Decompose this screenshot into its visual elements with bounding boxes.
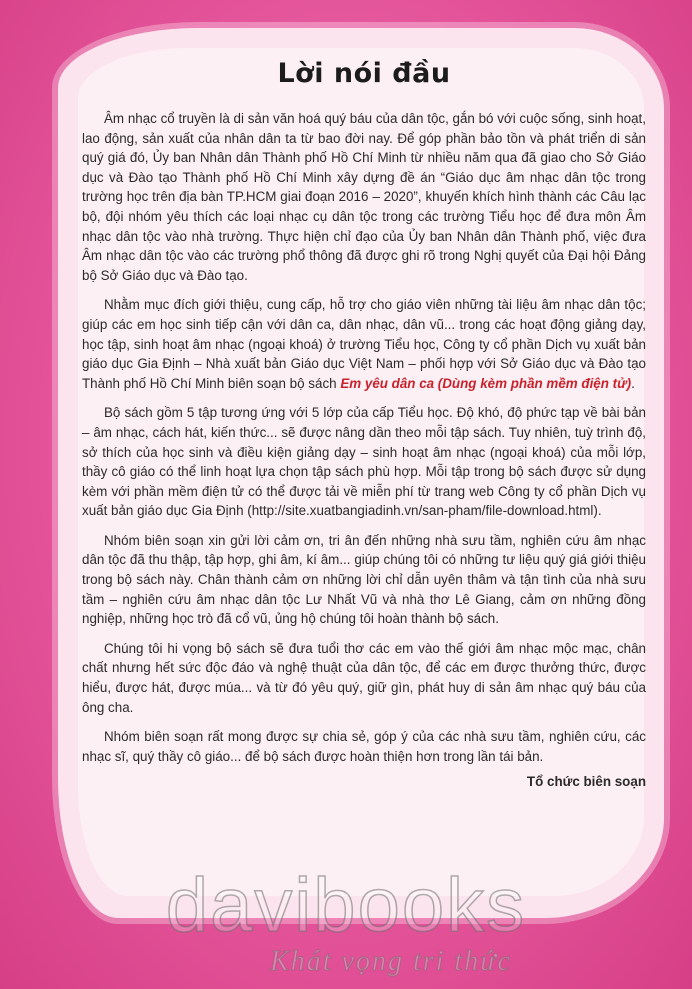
paragraph-2 (82, 295, 646, 393)
book-title-highlight: Em yêu dân ca (Dùng kèm phần mềm điện tử) (340, 375, 632, 391)
paragraph-1: Âm nhạc cổ truyền là di sản văn hoá quý báu của dân tộc, gắn bó với cuộc sống, sinh hoạt, lao động, sản xuất của nhân dân ta từ bao đời nay. Để góp phần bảo tồn và phát triển di sản quý giá đó, Ủy ban Nhân dân Thành phố Hồ Chí Minh từ nhiều năm qua đã giao cho Sở Giáo dục và Đào tạo Thành phố Hồ Chí Minh xây dựng đề án “Giáo dục âm nhạc dân tộc trong trường học trên địa bàn TP.HCM giai đoạn 2016 – 2020”, khuyến khích hình thành các Câu lạc bộ, đội nhóm yêu thích các loại nhạc cụ dân tộc trong các trường Tiểu học để đưa môn Âm nhạc dân tộc vào nhà trường. Thực hiện chỉ đạo của Ủy ban Nhân dân Thành phố, việc đưa Âm nhạc dân tộc vào các trường phổ thông đã được ghi rõ trong Nghị quyết của Đại hội Đảng bộ Sở Giáo dục và Đào tạo. (82, 111, 646, 283)
preface-content (82, 58, 646, 789)
signature: Tổ chức biên soạn (526, 774, 646, 790)
paragraph-5: Chúng tôi hi vọng bộ sách sẽ đưa tuổi thơ các em vào thế giới âm nhạc mộc mạc, chân chất nhưng hết sức độc đáo và nghệ thuật của dân tộc, để các em được thưởng thức, được hiểu, được hát, được múa... và từ đó yêu quý, giữ gìn, phát huy di sản âm nhạc quý báu của ông cha. (82, 640, 646, 715)
watermark-slogan: Khát vọng tri thức (270, 946, 512, 977)
page-title: Lời nói đầu (277, 58, 451, 89)
watermark-brand: davibooks (165, 863, 527, 948)
paragraph-3: Bộ sách gồm 5 tập tương ứng với 5 lớp của cấp Tiểu học. Độ khó, độ phức tạp về bài bản – âm nhạc, cách hát, kiến thức... sẽ được nâng dần theo mỗi tập sách. Tuy nhiên, tuỳ trình độ, sở thích của học sinh và điều kiện giảng dạy – sinh hoạt âm nhạc (ngoại khoá) của mỗi lớp, thầy cô giáo có thể linh hoạt lựa chọn tập sách phù hợp. Mỗi tập trong bộ sách được sử dụng kèm với phần mềm điện tử có thể được tải về miễn phí từ trang web Công ty cổ phần Dịch vụ xuất bản giáo dục Gia Định (http://site.xuatbangiadinh.vn/san-pham/file-download.html). (82, 405, 646, 519)
paragraph-6: Nhóm biên soạn rất mong được sự chia sẻ, góp ý của các nhà sưu tầm, nghiên cứu, các nhạc sĩ, quý thầy cô giáo... để bộ sách được hoàn thiện hơn trong lần tái bản. (82, 729, 646, 764)
paragraph-2-text: Nhằm mục đích giới thiệu, cung cấp, hỗ trợ cho giáo viên những tài liệu âm nhạc dân tộc; giúp các em học sinh tiếp cận với dân ca, dân nhạc, dân vũ... trong các hoạt động giảng dạy, học tập, sinh hoạt âm nhạc (ngoại khoá) ở trường Tiểu học, Công ty cổ phần Dịch vụ xuất bản giáo dục Gia Định – Nhà xuất bản Giáo dục Việt Nam – phối hợp với Sở Giáo dục và Đào tạo Thành phố Hồ Chí Minh biên soạn bộ sách (82, 297, 646, 391)
paragraph-2-end: . (631, 375, 635, 391)
paragraph-4: Nhóm biên soạn xin gửi lời cảm ơn, tri ân đến những nhà sưu tầm, nghiên cứu âm nhạc dân tộc đã thu thập, tập hợp, ghi âm, kí âm... giúp chúng tôi có những tư liệu quý giá giới thiệu trong bộ sách này. Chân thành cảm ơn những lời chỉ dẫn uyên thâm và tận tình của nhà sưu tầm – nghiên cứu âm nhạc dân tộc Lư Nhất Vũ và nhà thơ Lê Giang, cảm ơn những đồng nghiệp, những học trò đã cổ vũ, ủng hộ chúng tôi hoàn thành bộ sách. (82, 532, 646, 627)
